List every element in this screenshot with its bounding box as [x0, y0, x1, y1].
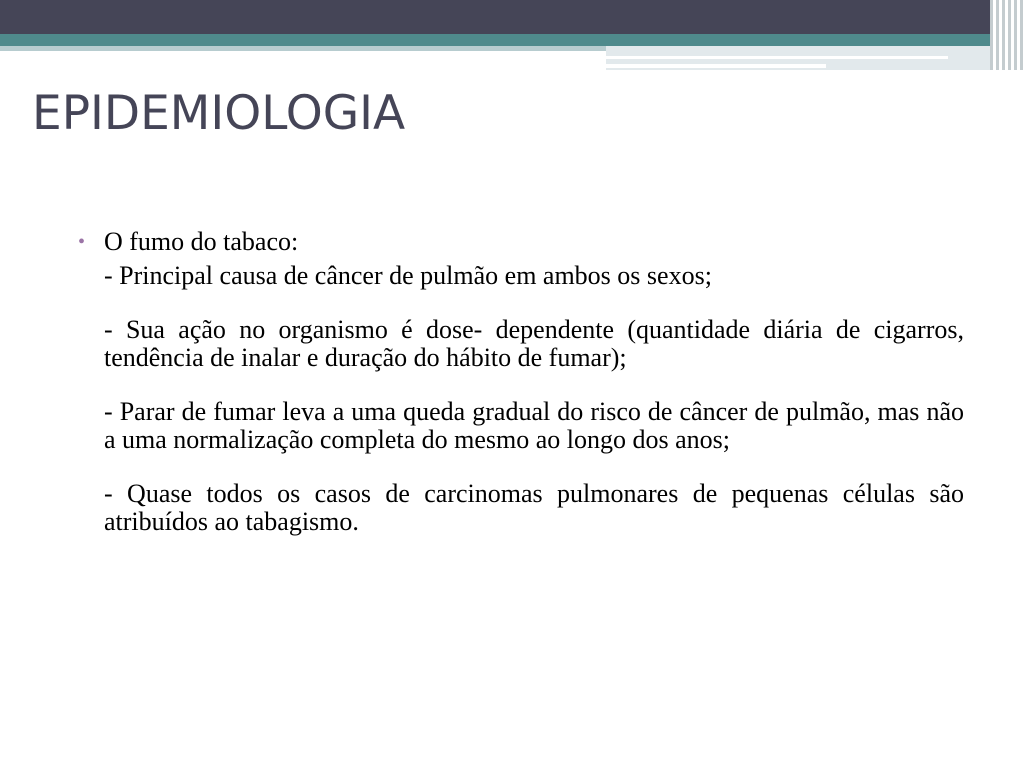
header-bar-light — [0, 46, 606, 51]
paragraph: - Quase todos os casos de carcinomas pulmonares de pequenas células são atribuídos ao tabagismo. — [104, 479, 964, 536]
bullet-dot-icon: • — [78, 231, 86, 253]
paragraph: - Principal causa de câncer de pulmão em ambos os sexos; — [104, 261, 712, 290]
bullet-item — [78, 226, 964, 258]
header-accent-line — [606, 64, 826, 68]
paragraph: - Sua ação no organismo é dose- dependente (quantidade diária de cigarros, tendência de inalar e duração do hábito de fumar); — [104, 315, 964, 372]
header-stripes — [990, 0, 1024, 70]
slide-content — [78, 226, 964, 536]
paragraph: - Parar de fumar leva a uma queda gradual do risco de câncer de pulmão, mas não a uma normalização completa do mesmo ao longo dos anos; — [104, 397, 964, 454]
bullet-text: O fumo do tabaco: — [104, 227, 299, 256]
header-bar-dark — [0, 0, 1024, 34]
header-accent-line — [606, 56, 948, 59]
slide-title: EPIDEMIOLOGIA — [32, 86, 406, 141]
header-bar-teal — [0, 34, 1024, 46]
